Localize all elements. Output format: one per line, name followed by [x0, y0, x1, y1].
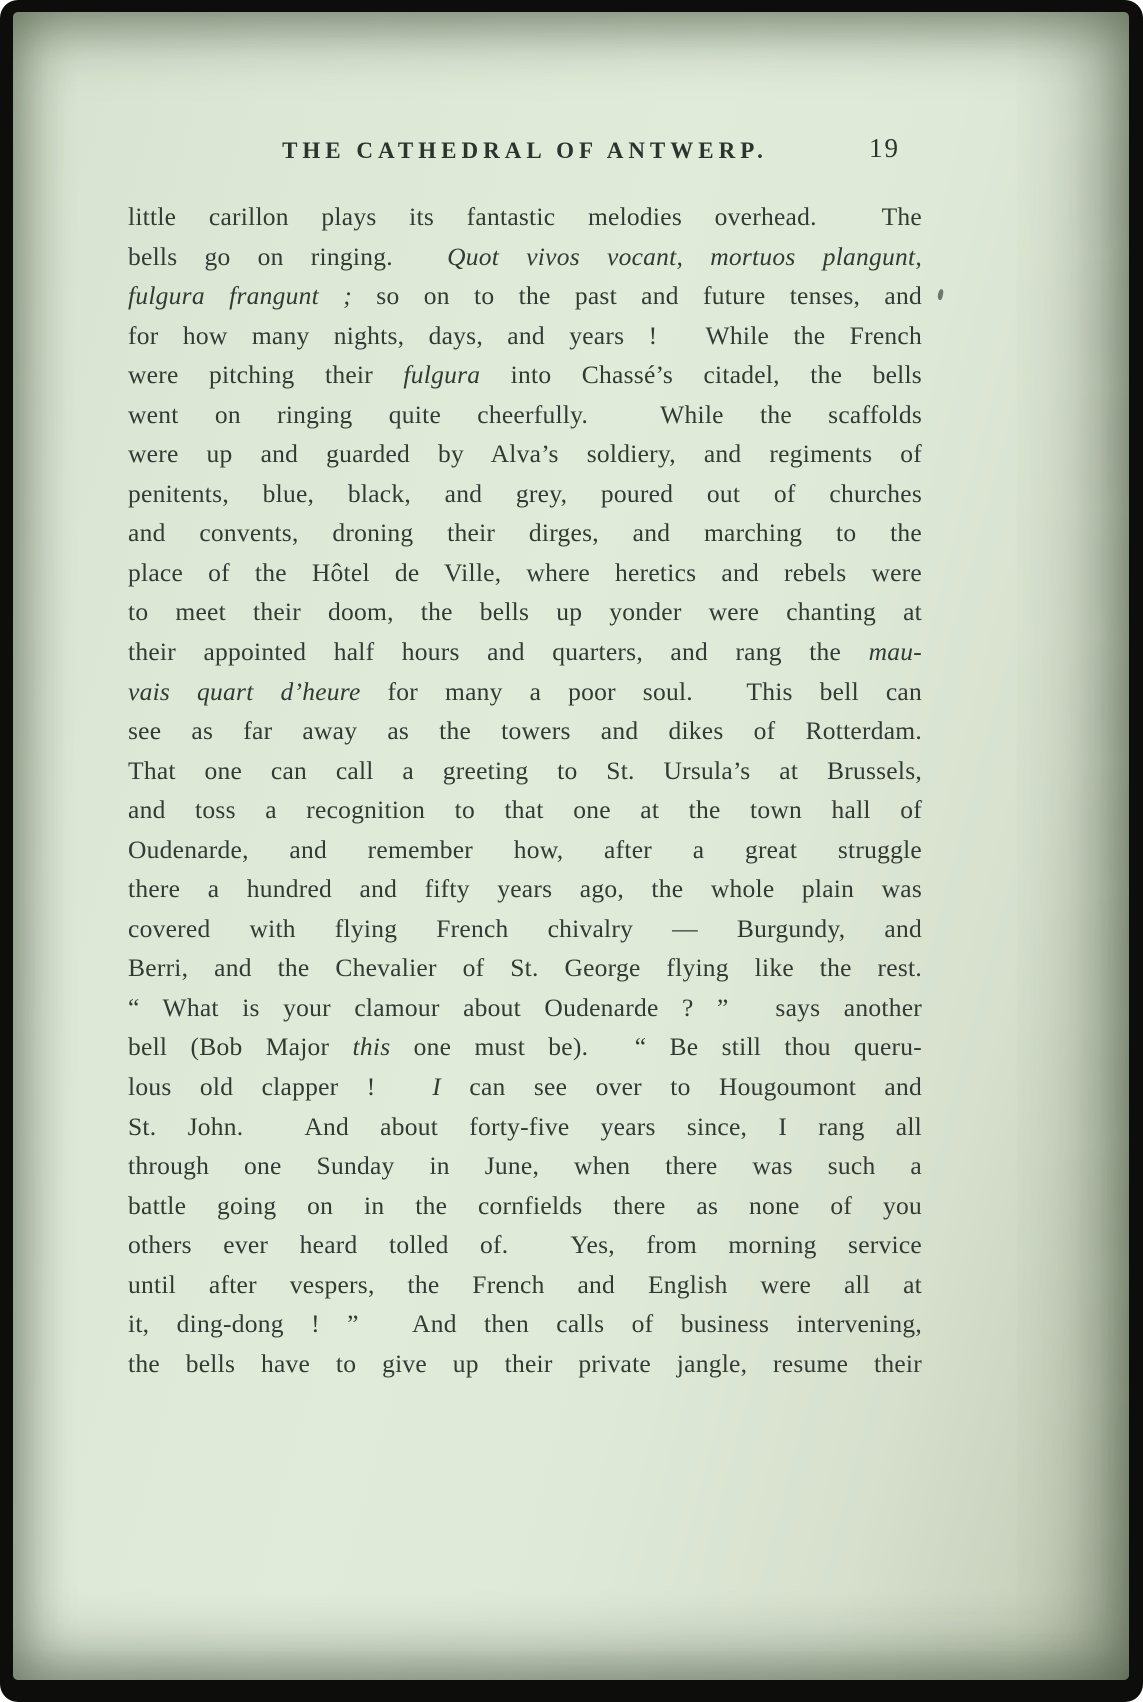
- text-segment: covered with flying French chivalry — Burgundy, and: [128, 913, 922, 943]
- text-line: [128, 434, 922, 474]
- text-segment: fulgura: [403, 360, 481, 390]
- text-segment: others ever heard tolled of. Yes, from morning service: [128, 1230, 922, 1260]
- text-segment: and convents, droning their dirges, and marching to the: [128, 518, 922, 548]
- text-segment: I: [432, 1072, 441, 1102]
- text-line: [128, 1344, 922, 1384]
- text-line: [128, 869, 922, 909]
- text-line: [128, 237, 922, 277]
- text-segment: were pitching their: [128, 360, 404, 390]
- text-line: [128, 316, 922, 356]
- text-line: [128, 1186, 922, 1226]
- text-segment: for many a poor soul. This bell can: [387, 676, 922, 706]
- text-segment: bells go on ringing.: [128, 241, 448, 271]
- text-line: [128, 711, 922, 751]
- text-segment: so on to the past and future tenses, and: [376, 281, 922, 311]
- text-segment: the bells have to give up their private jangle, resume their: [128, 1348, 922, 1378]
- running-title: THE CATHEDRAL OF ANTWERP.: [282, 138, 768, 163]
- text-segment: That one can call a greeting to St. Ursula’s at Brussels,: [128, 755, 922, 785]
- text-line: [128, 909, 922, 949]
- text-line: [128, 790, 922, 830]
- text-segment: into Chassé’s citadel, the bells: [480, 360, 922, 390]
- text-segment: there a hundred and fifty years ago, the whole plain was: [128, 874, 922, 904]
- text-segment: went on ringing quite cheerfully. While the scaffolds: [128, 399, 922, 429]
- text-segment: bell (Bob Major: [128, 1032, 353, 1062]
- text-line: [128, 1067, 922, 1107]
- text-line: [128, 948, 922, 988]
- text-line: [128, 1107, 922, 1147]
- text-segment: to meet their doom, the bells up yonder were chanting at: [128, 597, 922, 627]
- text-segment: were up and guarded by Alva’s soldiery, and regiments of: [128, 439, 922, 469]
- text-segment: and toss a recognition to that one at the town hall of: [128, 795, 922, 825]
- text-segment: “ What is your clamour about Oudenarde ? ” says another: [128, 992, 922, 1022]
- text-segment: see as far away as the towers and dikes of Rotterdam.: [128, 716, 922, 746]
- text-segment: fulgura frangunt ;: [128, 281, 377, 311]
- text-segment: place of the Hôtel de Ville, where heretics and rebels were: [128, 557, 922, 587]
- text-line: [128, 197, 922, 237]
- text-line: [128, 276, 922, 316]
- text-segment: until after vespers, the French and English were all at: [128, 1269, 922, 1299]
- text-line: [128, 513, 922, 553]
- page-number: 19: [869, 133, 900, 163]
- text-segment: penitents, blue, black, and grey, poured out of churches: [128, 478, 922, 508]
- book-page: [13, 12, 1129, 1680]
- ink-speck: [937, 289, 945, 301]
- text-segment: can see over to Hougoumont and: [441, 1072, 922, 1102]
- text-line: [128, 1225, 922, 1265]
- text-line: [128, 830, 922, 870]
- text-line: [128, 988, 922, 1028]
- text-line: [128, 355, 922, 395]
- text-segment: mau-: [868, 637, 922, 667]
- text-segment: lous old clapper !: [128, 1072, 433, 1102]
- text-segment: for how many nights, days, and years ! While the French: [128, 320, 922, 350]
- body-lines: [128, 197, 922, 1383]
- text-line: [128, 1265, 922, 1305]
- text-line: [128, 1146, 922, 1186]
- text-segment: Quot vivos vocant, mortuos plangunt,: [447, 241, 922, 271]
- text-line: [128, 672, 922, 712]
- text-line: [128, 1027, 922, 1067]
- text-line: [128, 1304, 922, 1344]
- text-segment: it, ding-dong ! ” And then calls of business intervening,: [128, 1309, 922, 1339]
- text-line: [128, 632, 922, 672]
- text-segment: their appointed half hours and quarters, and rang the: [128, 637, 869, 667]
- text-segment: little carillon plays its fantastic melodies overhead. The: [128, 202, 922, 231]
- text-line: [128, 592, 922, 632]
- text-segment: this: [352, 1032, 391, 1062]
- text-line: [128, 474, 922, 514]
- text-segment: battle going on in the cornfields there as none of you: [128, 1190, 922, 1220]
- text-line: [128, 751, 922, 791]
- text-segment: St. John. And about forty-five years since, I rang all: [128, 1111, 922, 1141]
- text-segment: Berri, and the Chevalier of St. George flying like the rest.: [128, 953, 922, 983]
- text-segment: vais quart d’heure: [128, 676, 388, 706]
- text-segment: one must be). “ Be still thou queru-: [390, 1032, 922, 1062]
- text-segment: through one Sunday in June, when there was such a: [128, 1151, 922, 1181]
- text-segment: Oudenarde, and remember how, after a great struggle: [128, 834, 922, 864]
- text-line: [128, 395, 922, 435]
- text-line: [128, 553, 922, 593]
- page-header: [128, 133, 922, 164]
- text-block: [128, 133, 922, 1383]
